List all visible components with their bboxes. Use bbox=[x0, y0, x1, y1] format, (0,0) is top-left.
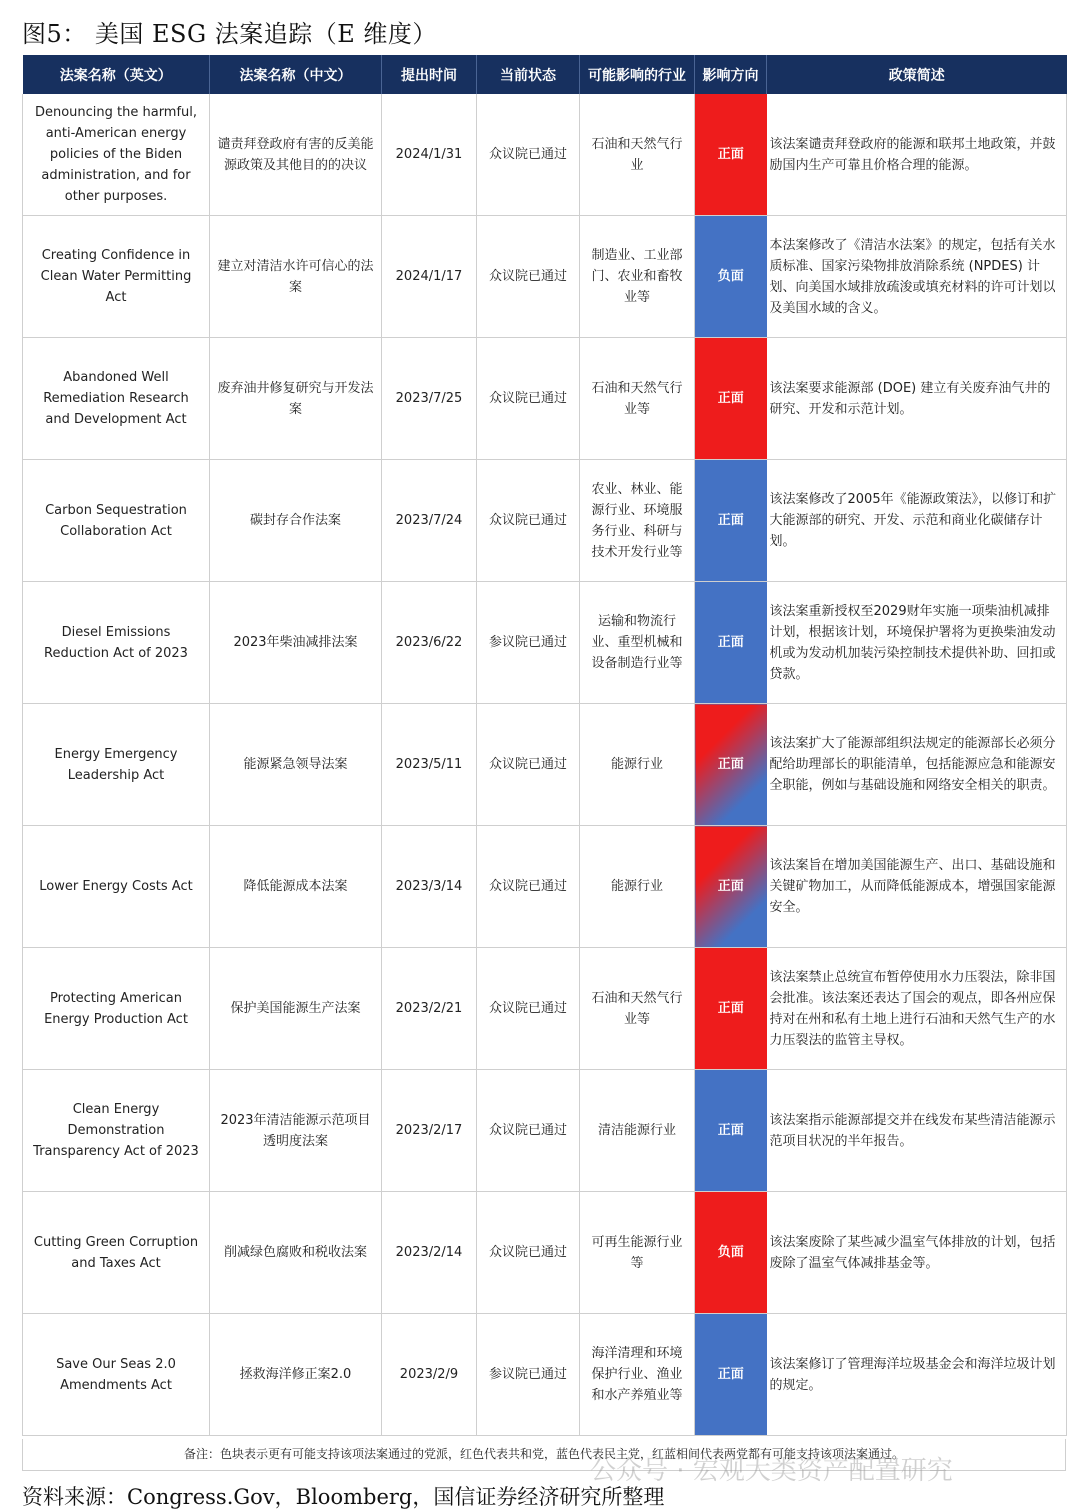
bill-description: 该法案废除了某些减少温室气体排放的计划，包括废除了温室气体减排基金等。 bbox=[767, 1192, 1067, 1314]
bill-english-name: Diesel Emissions Reduction Act of 2023 bbox=[23, 582, 210, 704]
header-english-name: 法案名称（英文） bbox=[23, 55, 210, 94]
bill-english-name: Save Our Seas 2.0 Amendments Act bbox=[23, 1314, 210, 1436]
bill-english-name: Cutting Green Corruption and Taxes Act bbox=[23, 1192, 210, 1314]
bill-date: 2023/3/14 bbox=[382, 826, 477, 948]
header-date: 提出时间 bbox=[382, 55, 477, 94]
table-row bbox=[23, 948, 1067, 1070]
bill-english-name: Lower Energy Costs Act bbox=[23, 826, 210, 948]
bill-date: 2024/1/17 bbox=[382, 216, 477, 338]
table-note: 备注：色块表示更有可能支持该项法案通过的党派，红色代表共和党，蓝色代表民主党，红蓝相间代表两党都有可能支持该项法案通过。 bbox=[22, 1439, 1066, 1471]
bill-chinese-name: 废弃油井修复研究与开发法案 bbox=[210, 338, 382, 460]
bill-status: 众议院已通过 bbox=[477, 460, 580, 582]
bill-description: 该法案扩大了能源部组织法规定的能源部长必须分配给助理部长的职能清单，包括能源应急和能源安全职能，例如与基础设施和网络安全相关的职责。 bbox=[767, 704, 1067, 826]
bill-description: 该法案指示能源部提交并在线发布某些清洁能源示范项目状况的半年报告。 bbox=[767, 1070, 1067, 1192]
bill-status: 众议院已通过 bbox=[477, 948, 580, 1070]
bill-english-name: Protecting American Energy Production Act bbox=[23, 948, 210, 1070]
bill-chinese-name: 2023年柴油减排法案 bbox=[210, 582, 382, 704]
bill-industry: 可再生能源行业等 bbox=[580, 1192, 695, 1314]
table-row bbox=[23, 704, 1067, 826]
bill-chinese-name: 降低能源成本法案 bbox=[210, 826, 382, 948]
table-row bbox=[23, 1192, 1067, 1314]
bill-direction: 正面 bbox=[695, 1070, 767, 1192]
bill-direction: 正面 bbox=[695, 1314, 767, 1436]
bill-date: 2023/7/24 bbox=[382, 460, 477, 582]
header-status: 当前状态 bbox=[477, 55, 580, 94]
bill-industry: 清洁能源行业 bbox=[580, 1070, 695, 1192]
bill-industry: 海洋清理和环境保护行业、渔业和水产养殖业等 bbox=[580, 1314, 695, 1436]
bill-english-name: Carbon Sequestration Collaboration Act bbox=[23, 460, 210, 582]
header-industry: 可能影响的行业 bbox=[580, 55, 695, 94]
bill-direction: 负面 bbox=[695, 216, 767, 338]
bill-date: 2023/2/21 bbox=[382, 948, 477, 1070]
bill-status: 众议院已通过 bbox=[477, 94, 580, 216]
figure-title: 图5： 美国 ESG 法案追踪（E 维度） bbox=[22, 20, 437, 48]
bill-industry: 制造业、工业部门、农业和畜牧业等 bbox=[580, 216, 695, 338]
bill-direction: 负面 bbox=[695, 1192, 767, 1314]
table-row bbox=[23, 582, 1067, 704]
bill-description: 该法案禁止总统宣布暂停使用水力压裂法，除非国会批准。该法案还表达了国会的观点，即各州应保持对在州和私有土地上进行石油和天然气生产的水力压裂法的监管主导权。 bbox=[767, 948, 1067, 1070]
esg-bill-table-container bbox=[22, 55, 1066, 1436]
bill-date: 2024/1/31 bbox=[382, 94, 477, 216]
bill-industry: 运输和物流行业、重型机械和设备制造行业等 bbox=[580, 582, 695, 704]
source-line: 资料来源：Congress.Gov，Bloomberg，国信证券经济研究所整理 bbox=[22, 1485, 665, 1509]
bill-status: 众议院已通过 bbox=[477, 704, 580, 826]
watermark: 公众号 · 宏观大类资产配置研究 bbox=[590, 1456, 953, 1486]
bill-description: 该法案谴责拜登政府的能源和联邦土地政策，并鼓励国内生产可靠且价格合理的能源。 bbox=[767, 94, 1067, 216]
table-header-row bbox=[23, 55, 1067, 94]
bill-status: 众议院已通过 bbox=[477, 338, 580, 460]
bill-english-name: Energy Emergency Leadership Act bbox=[23, 704, 210, 826]
table-row bbox=[23, 216, 1067, 338]
bill-description: 该法案重新授权至2029财年实施一项柴油机减排计划，根据该计划，环境保护署将为更换柴油发动机或为发动机加装污染控制技术提供补助、回扣或贷款。 bbox=[767, 582, 1067, 704]
header-chinese-name: 法案名称（中文） bbox=[210, 55, 382, 94]
bill-date: 2023/2/14 bbox=[382, 1192, 477, 1314]
bill-english-name: Abandoned Well Remediation Research and Development Act bbox=[23, 338, 210, 460]
bill-description: 该法案要求能源部 (DOE) 建立有关废弃油气井的研究、开发和示范计划。 bbox=[767, 338, 1067, 460]
bill-industry: 石油和天然气行业等 bbox=[580, 948, 695, 1070]
header-direction: 影响方向 bbox=[695, 55, 767, 94]
bill-english-name: Creating Confidence in Clean Water Permitting Act bbox=[23, 216, 210, 338]
bill-chinese-name: 能源紧急领导法案 bbox=[210, 704, 382, 826]
bill-status: 参议院已通过 bbox=[477, 1314, 580, 1436]
bill-industry: 能源行业 bbox=[580, 704, 695, 826]
bill-chinese-name: 建立对清洁水许可信心的法案 bbox=[210, 216, 382, 338]
bill-chinese-name: 拯救海洋修正案2.0 bbox=[210, 1314, 382, 1436]
bill-direction: 正面 bbox=[695, 460, 767, 582]
bill-date: 2023/7/25 bbox=[382, 338, 477, 460]
bill-industry: 农业、林业、能源行业、环境服务行业、科研与技术开发行业等 bbox=[580, 460, 695, 582]
bill-date: 2023/5/11 bbox=[382, 704, 477, 826]
bill-description: 该法案旨在增加美国能源生产、出口、基础设施和关键矿物加工，从而降低能源成本，增强国家能源安全。 bbox=[767, 826, 1067, 948]
table-row bbox=[23, 94, 1067, 216]
bill-status: 参议院已通过 bbox=[477, 582, 580, 704]
bill-chinese-name: 保护美国能源生产法案 bbox=[210, 948, 382, 1070]
bill-direction: 正面 bbox=[695, 338, 767, 460]
bill-date: 2023/2/9 bbox=[382, 1314, 477, 1436]
bill-status: 众议院已通过 bbox=[477, 1192, 580, 1314]
bill-direction: 正面 bbox=[695, 948, 767, 1070]
bill-status: 众议院已通过 bbox=[477, 1070, 580, 1192]
bill-industry: 石油和天然气行业 bbox=[580, 94, 695, 216]
bill-date: 2023/2/17 bbox=[382, 1070, 477, 1192]
bill-chinese-name: 削减绿色腐败和税收法案 bbox=[210, 1192, 382, 1314]
esg-bill-table bbox=[22, 55, 1067, 1436]
table-row bbox=[23, 338, 1067, 460]
bill-direction: 正面 bbox=[695, 94, 767, 216]
bill-description: 该法案修改了2005年《能源政策法》，以修订和扩大能源部的研究、开发、示范和商业化碳储存计划。 bbox=[767, 460, 1067, 582]
table-row bbox=[23, 1314, 1067, 1436]
bill-description: 本法案修改了《清洁水法案》的规定，包括有关水质标准、国家污染物排放消除系统 (NPDES) 计划、向美国水域排放疏浚或填充材料的许可计划以及美国水域的含义。 bbox=[767, 216, 1067, 338]
bill-date: 2023/6/22 bbox=[382, 582, 477, 704]
bill-description: 该法案修订了管理海洋垃圾基金会和海洋垃圾计划的规定。 bbox=[767, 1314, 1067, 1436]
table-row bbox=[23, 1070, 1067, 1192]
bill-chinese-name: 碳封存合作法案 bbox=[210, 460, 382, 582]
header-description: 政策简述 bbox=[767, 55, 1067, 94]
bill-english-name: Denouncing the harmful, anti-American energy policies of the Biden administration, and for other purposes. bbox=[23, 94, 210, 216]
bill-direction: 正面 bbox=[695, 582, 767, 704]
bill-direction: 正面 bbox=[695, 826, 767, 948]
bill-english-name: Clean Energy Demonstration Transparency Act of 2023 bbox=[23, 1070, 210, 1192]
table-row bbox=[23, 460, 1067, 582]
table-row bbox=[23, 826, 1067, 948]
bill-direction: 正面 bbox=[695, 704, 767, 826]
bill-industry: 石油和天然气行业等 bbox=[580, 338, 695, 460]
bill-status: 众议院已通过 bbox=[477, 216, 580, 338]
bill-chinese-name: 谴责拜登政府有害的反美能源政策及其他目的的决议 bbox=[210, 94, 382, 216]
bill-industry: 能源行业 bbox=[580, 826, 695, 948]
bill-status: 众议院已通过 bbox=[477, 826, 580, 948]
bill-chinese-name: 2023年清洁能源示范项目透明度法案 bbox=[210, 1070, 382, 1192]
